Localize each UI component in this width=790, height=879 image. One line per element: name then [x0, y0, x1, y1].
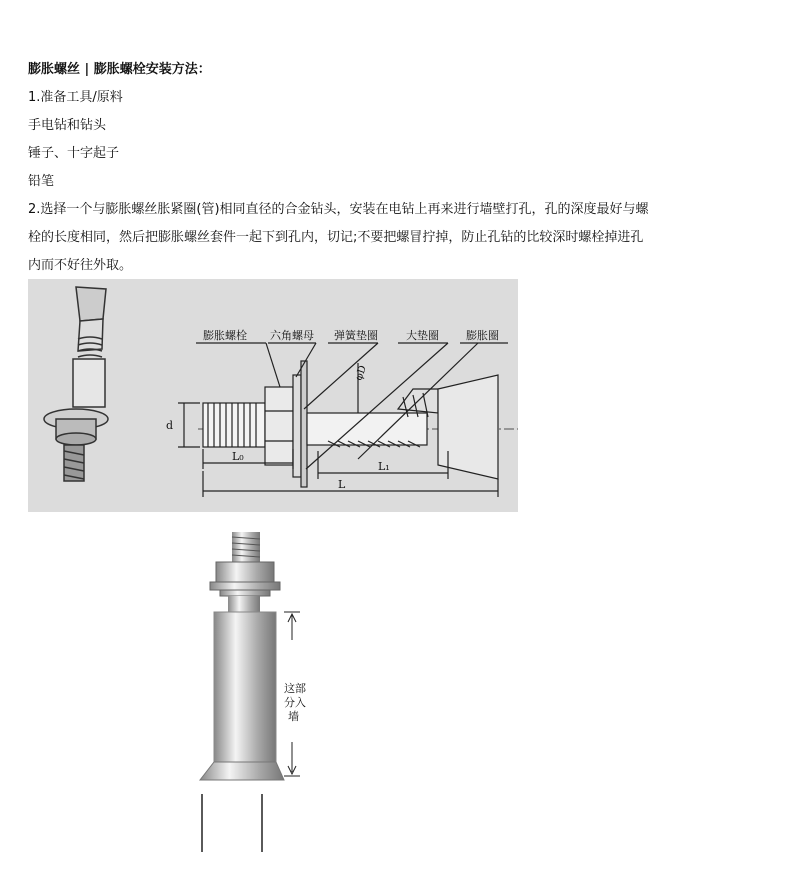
label-spring-washer: 弹簧垫圈	[334, 329, 378, 342]
expansion-bolt-diagram	[28, 279, 518, 512]
cone-icon	[200, 762, 284, 780]
tool-pencil: 铅笔	[28, 174, 55, 189]
label-large-washer: 大垫圈	[406, 329, 439, 342]
step1-heading: 1.准备工具/原料	[28, 90, 123, 105]
dim-d: d	[166, 419, 174, 432]
step2-line2: 栓的长度相同，然后把膨胀螺丝套件一起下到孔内，切记;不要把螺冒拧掉，防止孔钻的比较深时螺栓掉进孔	[28, 230, 644, 245]
wall-label-line1: 这部	[284, 682, 306, 695]
step2-line1: 2.选择一个与膨胀螺丝胀紧圈(管)相同直径的合金钻头，安装在电钻上再来进行墙壁打孔，孔的深度最好与螺	[28, 202, 649, 217]
dim-L0: L₀	[232, 450, 244, 463]
dim-L: L	[338, 478, 346, 491]
bolt-wall-illustration	[180, 522, 420, 862]
wall-label-line3: 墙	[288, 710, 299, 723]
bolt-render	[180, 522, 420, 862]
dim-L1: L₁	[378, 460, 390, 473]
tool-drill: 手电钻和钻头	[28, 118, 107, 133]
article-title: 膨胀螺丝 | 膨胀螺栓安装方法：	[28, 62, 211, 77]
thread-top-icon	[232, 532, 260, 562]
tool-hammer: 锤子、十字起子	[28, 146, 120, 161]
sleeve-icon	[214, 612, 276, 762]
step2-line3: 内而不好往外取。	[28, 258, 133, 273]
label-hex-nut: 六角螺母	[270, 329, 314, 342]
dim-phiD: φD	[353, 364, 369, 383]
bolt-sketch-icon	[44, 287, 108, 481]
wall-label-line2: 分入	[284, 696, 306, 709]
label-expansion-ring: 膨胀圈	[466, 329, 499, 342]
nut-icon	[216, 562, 274, 582]
expansion-bolt-drawing	[28, 279, 518, 512]
washer-icon	[210, 582, 280, 590]
label-bolt: 膨胀螺栓	[203, 329, 247, 342]
